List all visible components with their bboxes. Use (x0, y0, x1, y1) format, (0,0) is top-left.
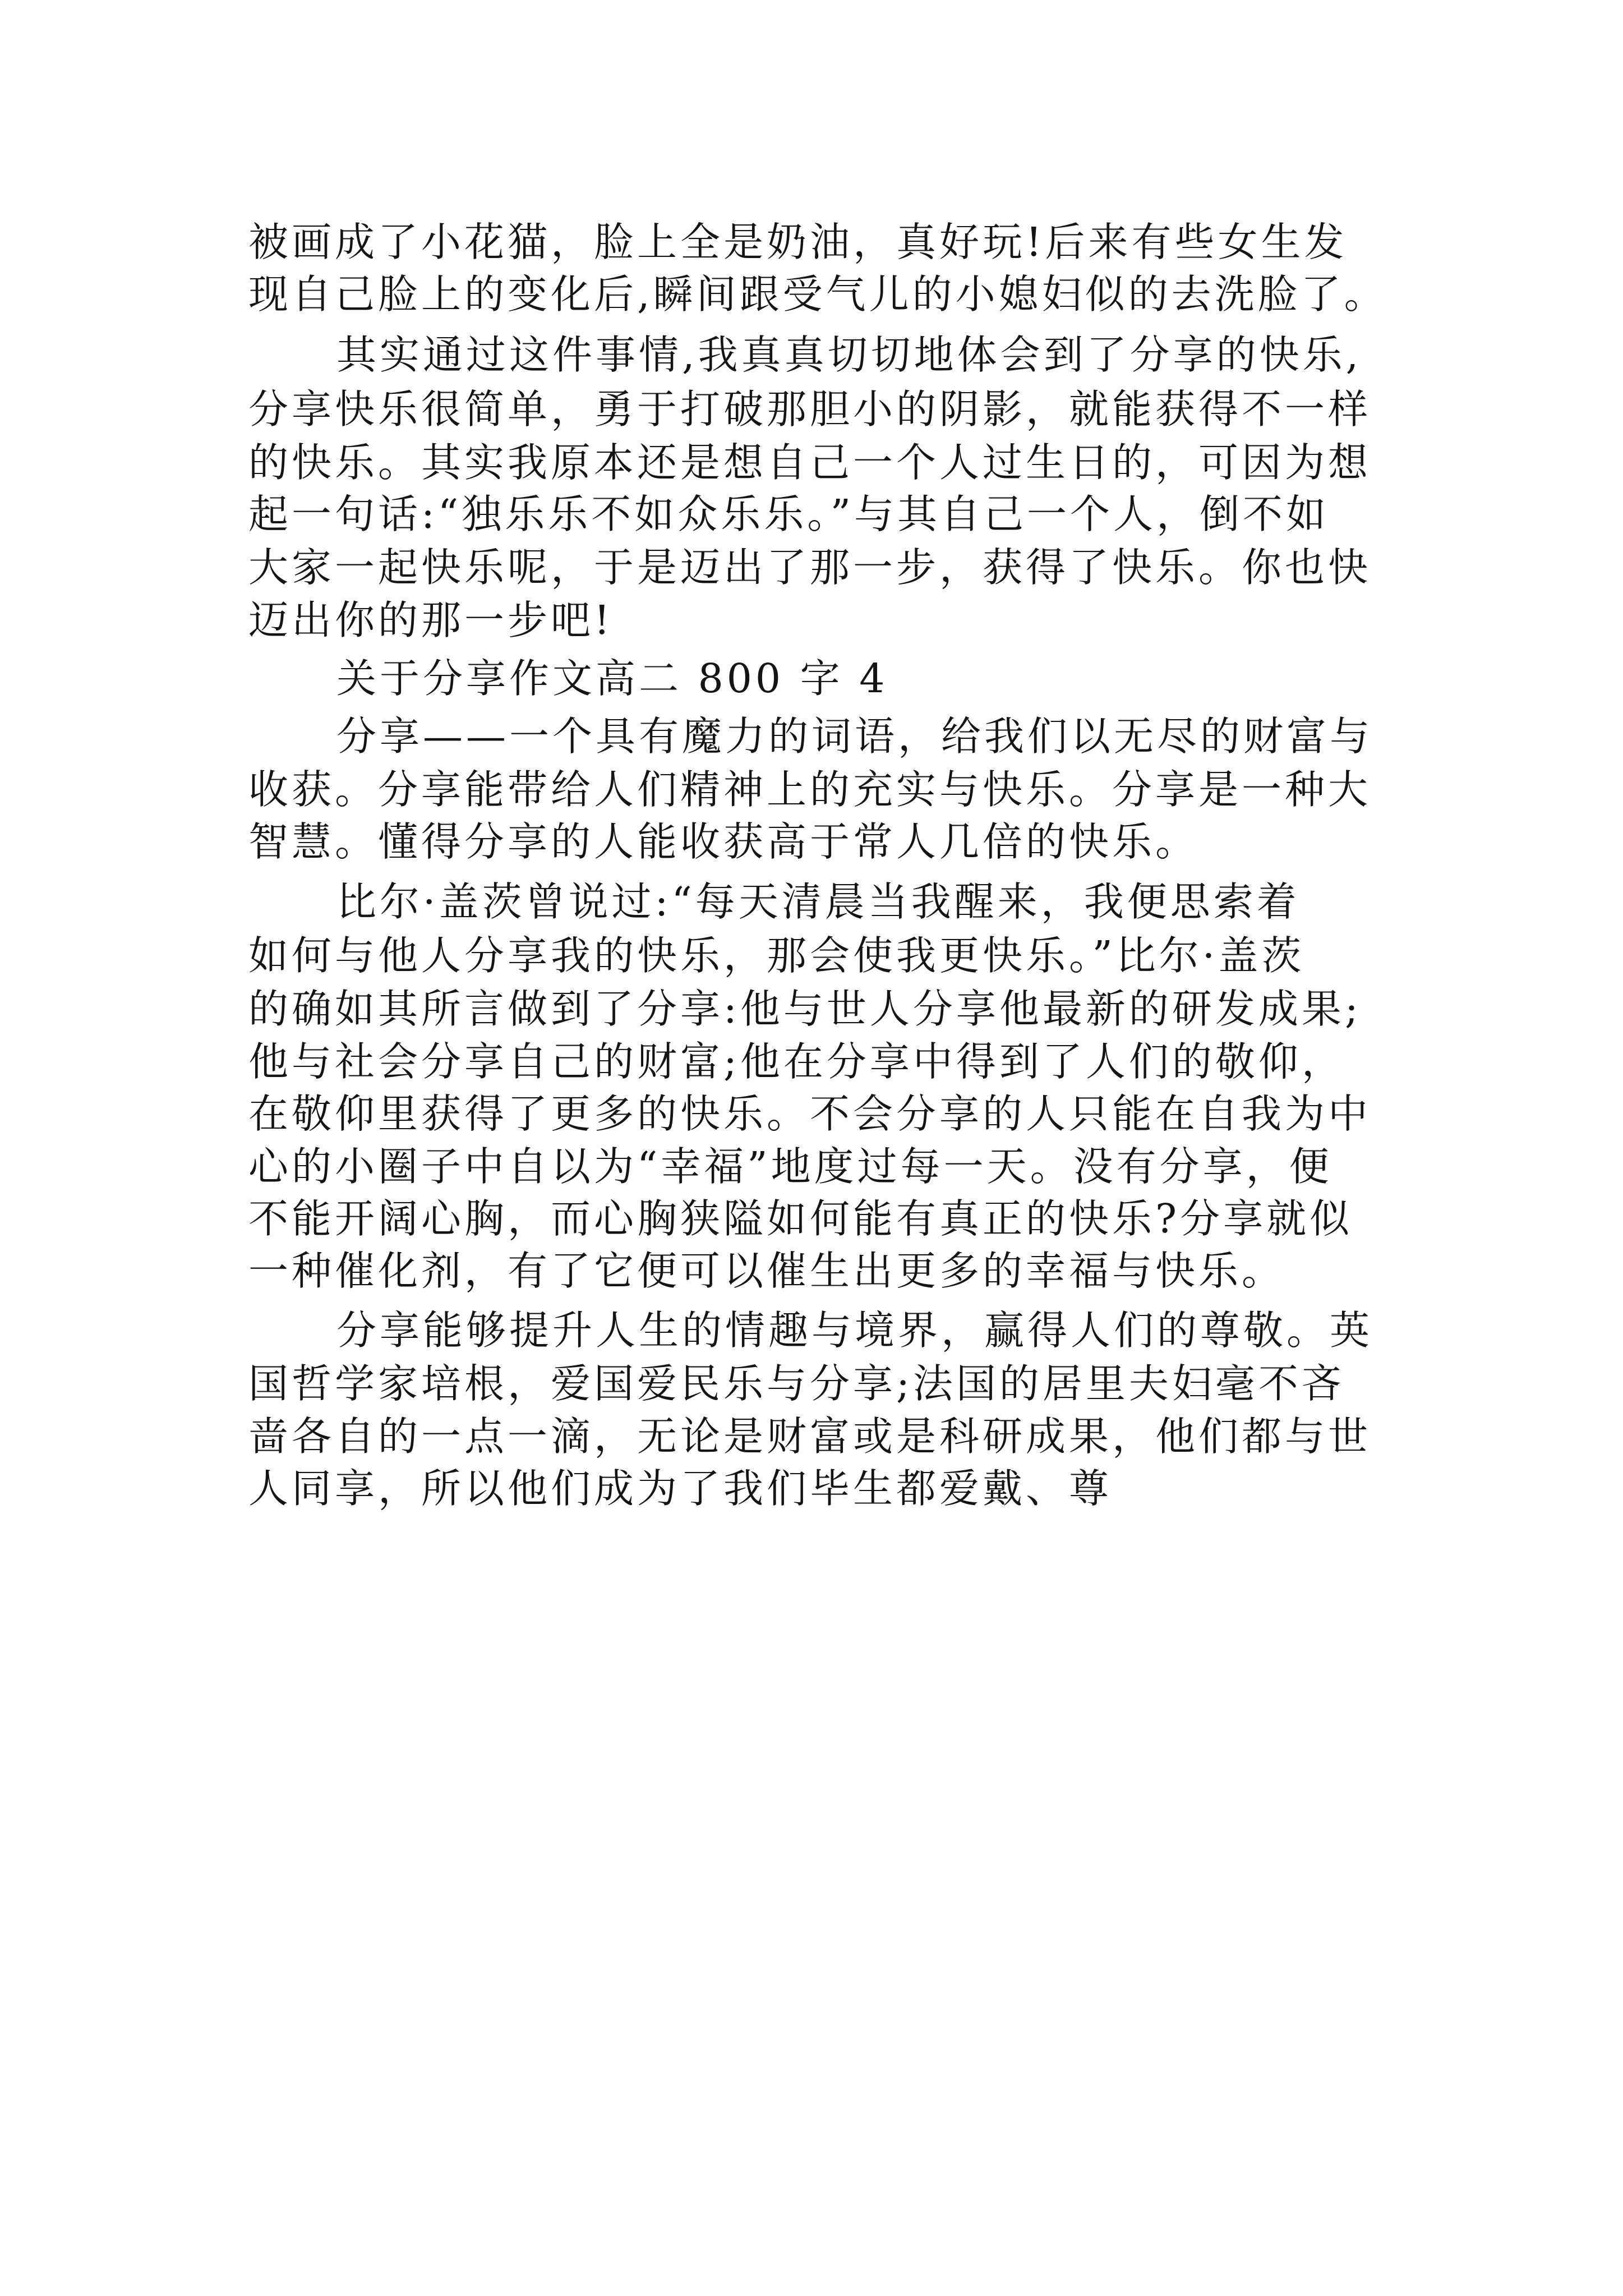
text-line: 大家一起快乐呢，于是迈出了那一步，获得了快乐。你也快 (248, 544, 1372, 591)
text-line: 心的小圈子中自以为“幸福”地度过每一天。没有分享，便 (248, 1143, 1332, 1190)
text-line: 分享快乐很简单，勇于打破那胆小的阴影，就能获得不一样 (248, 386, 1372, 432)
text-line: 比尔·盖茨曾说过:“每天清晨当我醒来，我便思索着 (336, 878, 1300, 925)
text-line: 分享能够提升人生的情趣与境界，赢得人们的尊敬。英 (336, 1307, 1373, 1354)
text-line: 国哲学家培根，爱国爱民乐与分享;法国的居里夫妇毫不吝 (248, 1360, 1345, 1407)
text-line: 一种催化剂，有了它便可以催生出更多的幸福与快乐。 (248, 1248, 1285, 1294)
text-line: 被画成了小花猫，脸上全是奶油，真好玩!后来有些女生发 (248, 219, 1348, 265)
text-line: 分享——一个具有魔力的词语，给我们以无尽的财富与 (336, 713, 1373, 760)
text-line: 在敬仰里获得了更多的快乐。不会分享的人只能在自我为中 (248, 1091, 1372, 1137)
text-line: 收获。分享能带给人们精神上的充实与快乐。分享是一种大 (248, 766, 1372, 813)
section-heading: 关于分享作文高二 800 字 4 (336, 655, 888, 702)
text-line: 的确如其所言做到了分享:他与世人分享他最新的研发成果; (248, 986, 1362, 1032)
text-line: 他与社会分享自己的财富;他在分享中得到了人们的敬仰， (248, 1038, 1345, 1085)
text-line: 的快乐。其实我原本还是想自己一个人过生日的，可因为想 (248, 439, 1372, 486)
text-line: 现自己脸上的变化后,瞬间跟受气儿的小媳妇似的去洗脸了。 (248, 271, 1387, 318)
text-line: 人同享，所以他们成为了我们毕生都爱戴、尊 (248, 1465, 1113, 1512)
text-line: 起一句话:“独乐乐不如众乐乐。”与其自己一个人，倒不如 (248, 491, 1330, 537)
text-line: 智慧。懂得分享的人能收获高于常人几倍的快乐。 (248, 818, 1199, 865)
text-line: 其实通过这件事情,我真真切切地体会到了分享的快乐, (336, 332, 1362, 378)
text-line: 如何与他人分享我的快乐，那会使我更快乐。”比尔·盖茨 (248, 932, 1305, 979)
text-line: 啬各自的一点一滴，无论是财富或是科研成果，他们都与世 (248, 1413, 1372, 1460)
text-line: 迈出你的那一步吧! (248, 597, 614, 643)
text-line: 不能开阔心胸，而心胸狭隘如何能有真正的快乐?分享就似 (248, 1195, 1353, 1242)
